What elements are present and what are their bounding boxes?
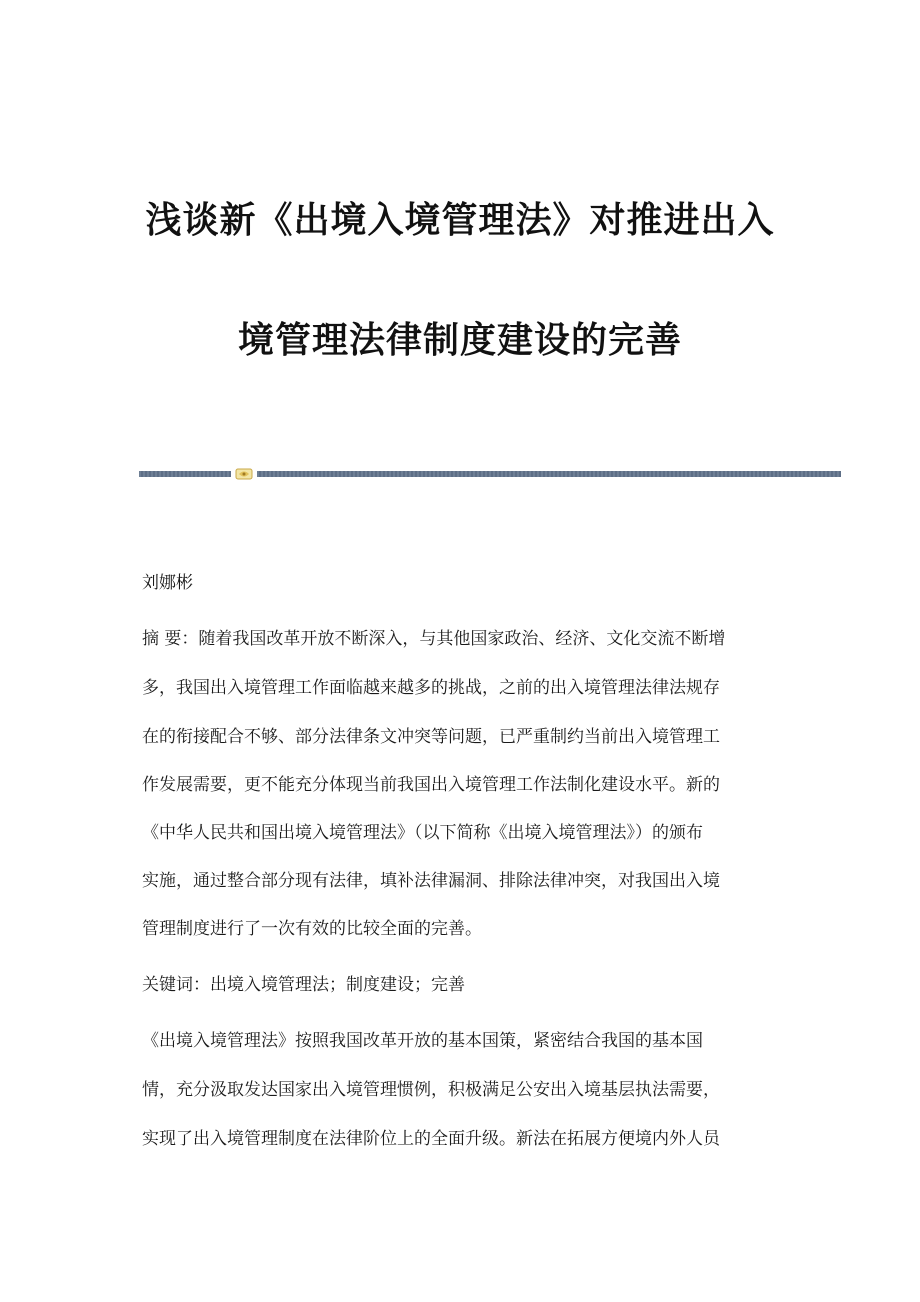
body-line: 实现了出入境管理制度在法律阶位上的全面升级。新法在拓展方便境内外人员 — [142, 1129, 720, 1149]
abstract-line: 摘 要：随着我国改革开放不断深入，与其他国家政治、经济、文化交流不断增 — [142, 629, 726, 649]
body-line: 情，充分汲取发达国家出入境管理惯例，积极满足公安出入境基层执法需要， — [142, 1080, 720, 1100]
decorative-divider — [139, 468, 841, 480]
keywords-line: 关键词：出境入境管理法；制度建设；完善 — [142, 975, 465, 995]
abstract-line: 多，我国出入境管理工作面临越来越多的挑战，之前的出入境管理法律法规存 — [142, 678, 720, 698]
title-line-1: 浅谈新《出境入境管理法》对推进出入 — [145, 199, 775, 241]
divider-ornament-icon — [235, 468, 253, 480]
abstract-line: 作发展需要，更不能充分体现当前我国出入境管理工作法制化建设水平。新的 — [142, 775, 720, 795]
author-name: 刘娜彬 — [142, 573, 193, 593]
abstract-line: 在的衔接配合不够、部分法律条文冲突等问题，已严重制约当前出入境管理工 — [142, 727, 720, 747]
title-line-2: 境管理法律制度建设的完善 — [237, 319, 682, 361]
divider-bar-right — [257, 471, 841, 477]
abstract-line: 实施，通过整合部分现有法律，填补法律漏洞、排除法律冲突，对我国出入境 — [142, 871, 720, 891]
body-line: 《出境入境管理法》按照我国改革开放的基本国策，紧密结合我国的基本国 — [142, 1031, 703, 1051]
abstract-line: 《中华人民共和国出境入境管理法》（以下简称《出境入境管理法》）的颁布 — [142, 823, 703, 843]
abstract-line: 管理制度进行了一次有效的比较全面的完善。 — [142, 919, 482, 939]
divider-bar-left — [139, 471, 231, 477]
